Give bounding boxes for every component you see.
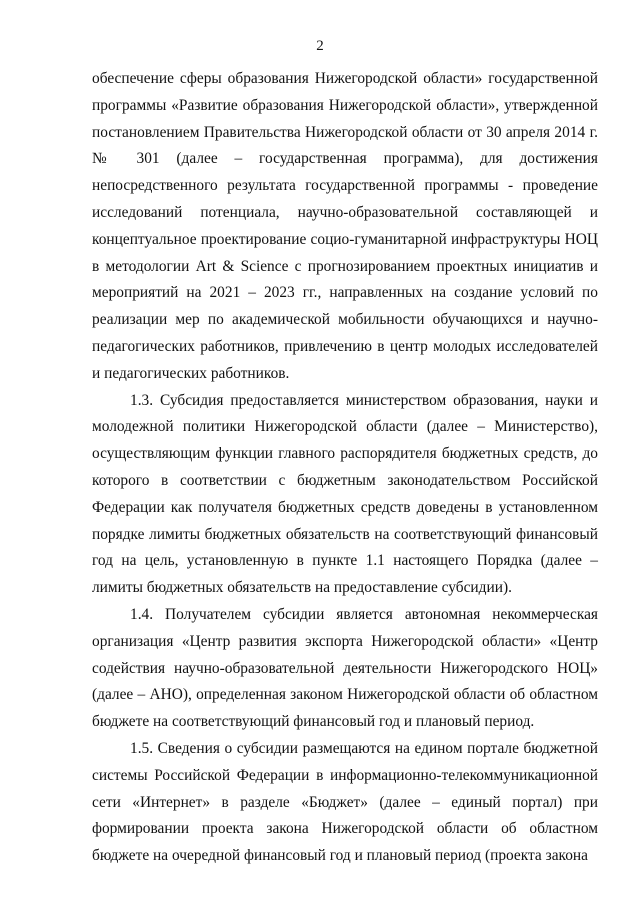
paragraph-continuation: обеспечение сферы образования Нижегородской области» государственной программы «Развитие образования Нижегородской области», утвержденной постановлением Правительства Нижегородской области от 30 апреля 2014 г. № 301 (далее – государственная программа), для достижения непосредственного результата государственной программы - проведение исследований потенциала, научно-образовательной составляющей и концептуальное проектирование социо-гуманитарной инфраструктуры НОЦ в методологии Art & Science с прогнозированием проектных инициатив и мероприятий на 2021 – 2023 гг., направленных на создание условий по реализации мер по академической мобильности обучающихся и научно-педагогических работников, привлечению в центр молодых исследователей и педагогических работников. xyxy=(92,70,598,382)
document-body xyxy=(92,66,598,870)
paragraph-1-4: 1.4. Получателем субсидии является автономная некоммерческая организация «Центр развития экспорта Нижегородской области» «Центр содействия научно-образовательной деятельности Нижегородского НОЦ» (далее – АНО), определенная законом Нижегородской области об областном бюджете на соответствующий финансовый год и плановый период. xyxy=(92,605,598,731)
page-number: 2 xyxy=(316,38,324,54)
paragraph-1-3: 1.3. Субсидия предоставляется министерством образования, науки и молодежной политики Нижегородской области (далее – Министерство), осуществляющим функции главного распорядителя бюджетных средств, до которого в соответствии с бюджетным законодательством Российской Федерации как получателя бюджетных средств доведены в установленном порядке лимиты бюджетных обязательств на соответствующий финансовый год на цель, установленную в пункте 1.1 настоящего Порядка (далее – лимиты бюджетных обязательств на предоставление субсидии). xyxy=(92,391,598,597)
paragraph-1-5: 1.5. Сведения о субсидии размещаются на едином портале бюджетной системы Российской Федерации в информационно-телекоммуникационной сети «Интернет» в разделе «Бюджет» (далее – единый портал) при формировании проекта закона Нижегородской области об областном бюджете на очередной финансовый год и плановый период (проекта закона xyxy=(92,739,598,865)
